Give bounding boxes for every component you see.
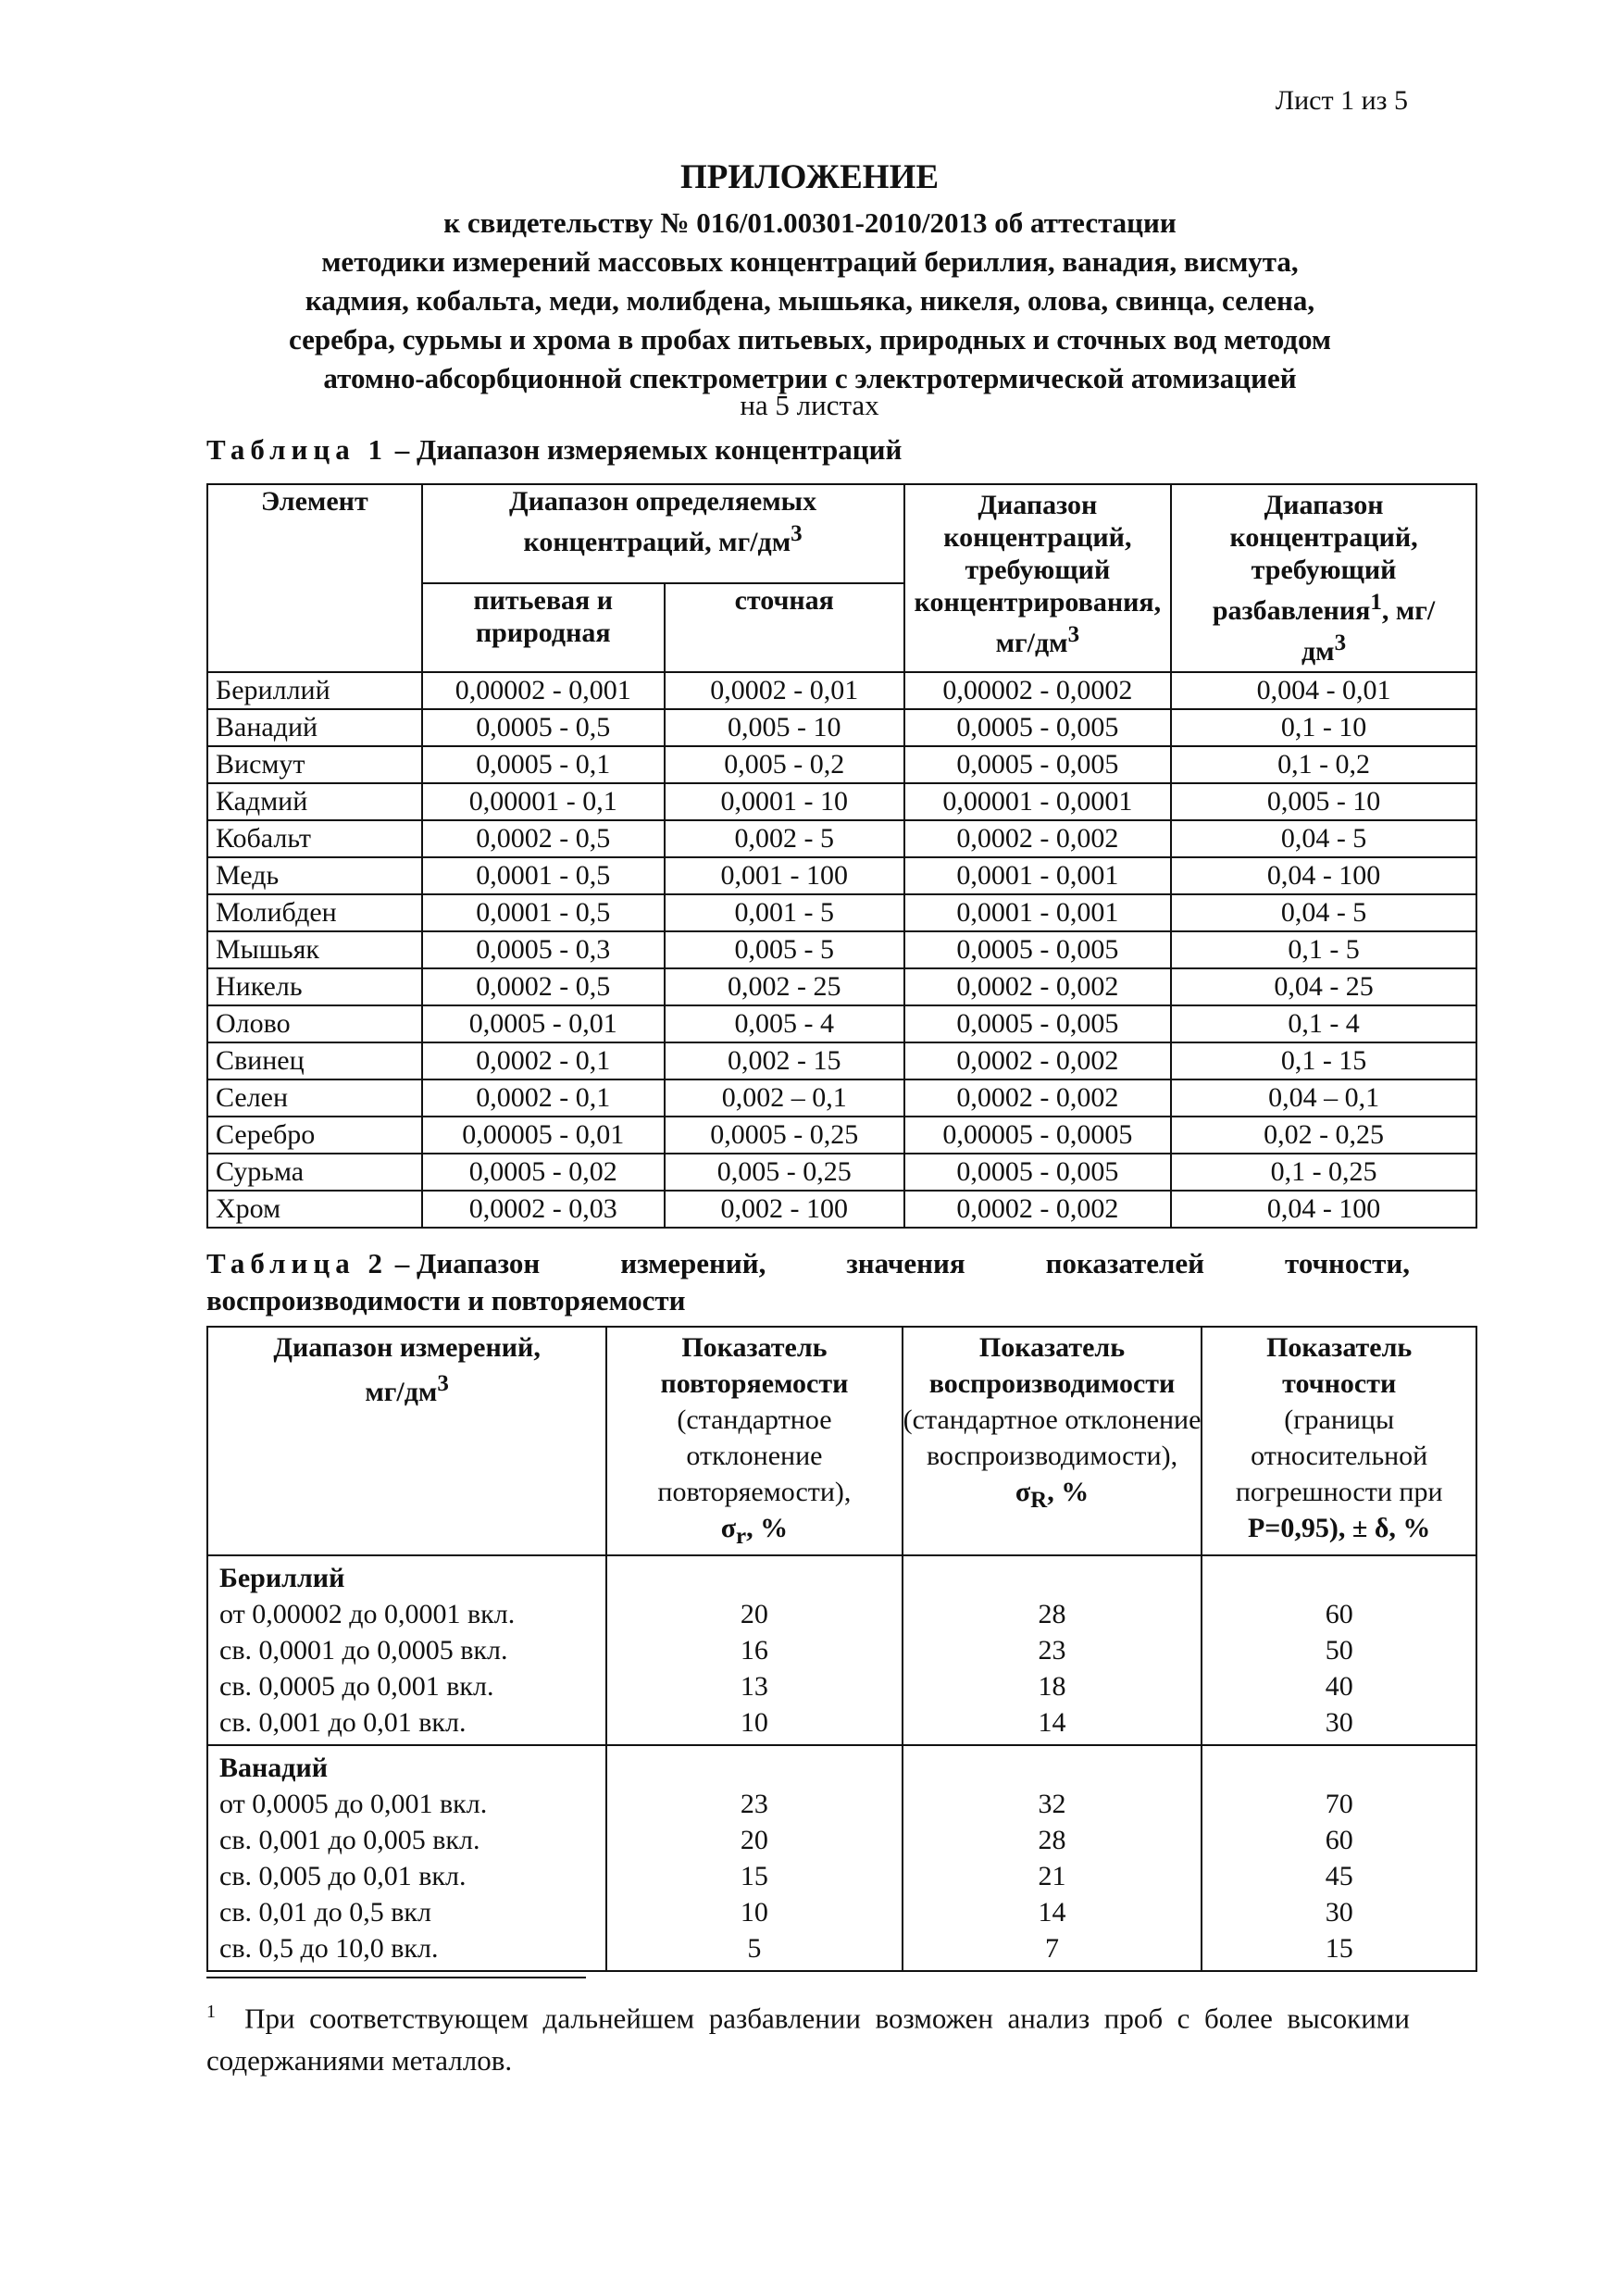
cell-acc: 45 bbox=[1202, 1858, 1476, 1894]
cell-rep: 10 bbox=[606, 1704, 902, 1745]
subtitle-line: методики измерений массовых концентраций бериллия, ванадия, висмута, bbox=[321, 245, 1299, 278]
cell-element: Кобальт bbox=[207, 820, 422, 857]
table2-row bbox=[207, 1668, 1476, 1704]
cell-range: от 0,0005 до 0,001 вкл. bbox=[207, 1786, 606, 1822]
table1-row bbox=[207, 783, 1476, 820]
footnote-text: При соответствующем дальнейшем разбавлении возможен анализ проб с более высокими содержаниями металлов. bbox=[206, 2002, 1410, 2078]
cell-drinking: 0,0002 - 0,03 bbox=[422, 1191, 665, 1228]
cell-conc: 0,0001 - 0,001 bbox=[904, 857, 1172, 894]
cell-waste: 0,005 - 10 bbox=[665, 709, 904, 746]
table1-row bbox=[207, 672, 1476, 709]
cell-repr: 7 bbox=[903, 1930, 1202, 1971]
table2-row bbox=[207, 1596, 1476, 1632]
cell-waste: 0,005 - 0,2 bbox=[665, 746, 904, 783]
footnote-mark: 1 bbox=[206, 2002, 216, 2022]
table1-row bbox=[207, 746, 1476, 783]
cell-conc: 0,0005 - 0,005 bbox=[904, 746, 1172, 783]
cell-drinking: 0,0005 - 0,5 bbox=[422, 709, 665, 746]
table1-caption-prefix: Таблица 1 bbox=[206, 433, 388, 466]
table1-row bbox=[207, 1005, 1476, 1042]
table2-accuracy-indicators bbox=[206, 1326, 1477, 1972]
table1-caption bbox=[206, 433, 902, 467]
cell-drinking: 0,00005 - 0,01 bbox=[422, 1117, 665, 1154]
header-drinking: питьевая и природная bbox=[422, 583, 665, 672]
cell-rep: 10 bbox=[606, 1894, 902, 1930]
header-dilution: Диапазон концентраций, требующий разбавления$^1$, $мг/дм^3$ bbox=[1171, 484, 1476, 672]
group-name: Бериллий bbox=[207, 1555, 606, 1596]
cell-waste: 0,002 - 100 bbox=[665, 1191, 904, 1228]
footnote-separator bbox=[206, 1977, 586, 1978]
table2-row bbox=[207, 1786, 1476, 1822]
cell-drinking: 0,0001 - 0,5 bbox=[422, 894, 665, 931]
cell-element: Сурьма bbox=[207, 1154, 422, 1191]
cell-acc: 30 bbox=[1202, 1704, 1476, 1745]
table2-row bbox=[207, 1894, 1476, 1930]
header-element: Элемент bbox=[207, 484, 422, 672]
sheet-number: Лист 1 из 5 bbox=[1275, 85, 1408, 116]
cell-range: от 0,00002 до 0,0001 вкл. bbox=[207, 1596, 606, 1632]
table2-group-row bbox=[207, 1555, 1476, 1596]
cell-repr: 14 bbox=[903, 1894, 1202, 1930]
cell-element: Олово bbox=[207, 1005, 422, 1042]
cell-dil: 0,04 - 5 bbox=[1171, 894, 1476, 931]
header-measurement-range: Диапазон измерений, $мг/дм^3$ bbox=[207, 1327, 606, 1555]
cell-rep: 20 bbox=[606, 1596, 902, 1632]
table2-caption-prefix: Таблица 2 bbox=[206, 1247, 388, 1279]
cell-dil: 0,1 - 0,25 bbox=[1171, 1154, 1476, 1191]
table2-caption-line2: воспроизводимости и повторяемости bbox=[206, 1284, 686, 1316]
cell-drinking: 0,0001 - 0,5 bbox=[422, 857, 665, 894]
document-subtitle bbox=[167, 204, 1453, 398]
empty-cell bbox=[903, 1745, 1202, 1786]
cell-repr: 18 bbox=[903, 1668, 1202, 1704]
cell-conc: 0,00005 - 0,0005 bbox=[904, 1117, 1172, 1154]
cell-repr: 28 bbox=[903, 1822, 1202, 1858]
cell-conc: 0,00002 - 0,0002 bbox=[904, 672, 1172, 709]
cell-waste: 0,001 - 100 bbox=[665, 857, 904, 894]
cell-rep: 23 bbox=[606, 1786, 902, 1822]
cell-dil: 0,1 - 10 bbox=[1171, 709, 1476, 746]
cell-acc: 40 bbox=[1202, 1668, 1476, 1704]
group-name: Ванадий bbox=[207, 1745, 606, 1786]
cell-element: Висмут bbox=[207, 746, 422, 783]
cell-waste: 0,0002 - 0,01 bbox=[665, 672, 904, 709]
cell-acc: 60 bbox=[1202, 1822, 1476, 1858]
table1-row bbox=[207, 1042, 1476, 1079]
table1-row bbox=[207, 1117, 1476, 1154]
cell-drinking: 0,0005 - 0,3 bbox=[422, 931, 665, 968]
cell-range: св. 0,01 до 0,5 вкл bbox=[207, 1894, 606, 1930]
cell-element: Бериллий bbox=[207, 672, 422, 709]
cell-element: Селен bbox=[207, 1079, 422, 1117]
subtitle-line: серебра, сурьмы и хрома в пробах питьевых, природных и сточных вод методом bbox=[288, 323, 1332, 356]
cell-element: Свинец bbox=[207, 1042, 422, 1079]
cell-conc: 0,0005 - 0,005 bbox=[904, 1154, 1172, 1191]
table1-row bbox=[207, 894, 1476, 931]
cell-waste: 0,005 - 4 bbox=[665, 1005, 904, 1042]
table1-row bbox=[207, 820, 1476, 857]
table2-row bbox=[207, 1704, 1476, 1745]
cell-dil: 0,04 - 100 bbox=[1171, 1191, 1476, 1228]
table2-group-row bbox=[207, 1745, 1476, 1786]
table2-row bbox=[207, 1858, 1476, 1894]
cell-dil: 0,1 - 5 bbox=[1171, 931, 1476, 968]
cell-drinking: 0,0002 - 0,1 bbox=[422, 1079, 665, 1117]
cell-element: Кадмий bbox=[207, 783, 422, 820]
cell-rep: 16 bbox=[606, 1632, 902, 1668]
cell-range: св. 0,001 до 0,005 вкл. bbox=[207, 1822, 606, 1858]
table2-row bbox=[207, 1632, 1476, 1668]
cell-dil: 0,005 - 10 bbox=[1171, 783, 1476, 820]
cell-conc: 0,0002 - 0,002 bbox=[904, 1042, 1172, 1079]
cell-acc: 15 bbox=[1202, 1930, 1476, 1971]
header-concentration: Диапазон концентраций, требующий концентрирования, $мг/дм^3$ bbox=[904, 484, 1172, 672]
cell-dil: 0,02 - 0,25 bbox=[1171, 1117, 1476, 1154]
table1-row bbox=[207, 931, 1476, 968]
cell-dil: 0,1 - 0,2 bbox=[1171, 746, 1476, 783]
empty-cell bbox=[1202, 1555, 1476, 1596]
cell-range: св. 0,5 до 10,0 вкл. bbox=[207, 1930, 606, 1971]
cell-repr: 14 bbox=[903, 1704, 1202, 1745]
header-range: Диапазон определяемых концентраций, $мг/дм^3$ bbox=[422, 484, 904, 583]
cell-acc: 70 bbox=[1202, 1786, 1476, 1822]
empty-cell bbox=[606, 1555, 902, 1596]
cell-repr: 21 bbox=[903, 1858, 1202, 1894]
cell-element: Никель bbox=[207, 968, 422, 1005]
cell-repr: 32 bbox=[903, 1786, 1202, 1822]
cell-element: Молибден bbox=[207, 894, 422, 931]
cell-dil: 0,1 - 4 bbox=[1171, 1005, 1476, 1042]
subtitle-line: к свидетельству № 016/01.00301-2010/2013 об аттестации bbox=[443, 206, 1177, 239]
cell-drinking: 0,0002 - 0,1 bbox=[422, 1042, 665, 1079]
cell-conc: 0,00001 - 0,0001 bbox=[904, 783, 1172, 820]
cell-conc: 0,0002 - 0,002 bbox=[904, 968, 1172, 1005]
cell-acc: 60 bbox=[1202, 1596, 1476, 1632]
cell-conc: 0,0005 - 0,005 bbox=[904, 709, 1172, 746]
cell-dil: 0,04 - 5 bbox=[1171, 820, 1476, 857]
cell-dil: 0,1 - 15 bbox=[1171, 1042, 1476, 1079]
cell-element: Серебро bbox=[207, 1117, 422, 1154]
cell-element: Мышьяк bbox=[207, 931, 422, 968]
header-reproducibility: Показатель воспроизводимости (стандартное отклонение воспроизводимости), $\sigma_R$, % bbox=[903, 1327, 1202, 1555]
table1-row bbox=[207, 1079, 1476, 1117]
header-accuracy: Показатель точности (границы относительной погрешности при P=0,95), ± δ, % bbox=[1202, 1327, 1476, 1555]
cell-conc: 0,0005 - 0,005 bbox=[904, 931, 1172, 968]
cell-repr: 28 bbox=[903, 1596, 1202, 1632]
cell-drinking: 0,0005 - 0,02 bbox=[422, 1154, 665, 1191]
table2-caption: Таблица 2 – Диапазон измерений, значения показателей точности, воспроизводимости и повторяемости bbox=[206, 1245, 1410, 1319]
cell-drinking: 0,0002 - 0,5 bbox=[422, 968, 665, 1005]
cell-dil: 0,04 - 100 bbox=[1171, 857, 1476, 894]
table1-caption-text: – Диапазон измеряемых концентраций bbox=[388, 433, 903, 466]
cell-acc: 30 bbox=[1202, 1894, 1476, 1930]
cell-repr: 23 bbox=[903, 1632, 1202, 1668]
empty-cell bbox=[1202, 1745, 1476, 1786]
cell-dil: 0,004 - 0,01 bbox=[1171, 672, 1476, 709]
cell-element: Медь bbox=[207, 857, 422, 894]
document-title: ПРИЛОЖЕНИЕ bbox=[679, 158, 940, 196]
cell-rep: 15 bbox=[606, 1858, 902, 1894]
cell-waste: 0,002 - 25 bbox=[665, 968, 904, 1005]
cell-range: св. 0,0001 до 0,0005 вкл. bbox=[207, 1632, 606, 1668]
cell-waste: 0,0005 - 0,25 bbox=[665, 1117, 904, 1154]
cell-waste: 0,0001 - 10 bbox=[665, 783, 904, 820]
header-waste: сточная bbox=[665, 583, 904, 672]
cell-waste: 0,002 - 15 bbox=[665, 1042, 904, 1079]
table1-row bbox=[207, 857, 1476, 894]
cell-conc: 0,0001 - 0,001 bbox=[904, 894, 1172, 931]
cell-rep: 5 bbox=[606, 1930, 902, 1971]
cell-waste: 0,002 - 5 bbox=[665, 820, 904, 857]
header-repeatability: Показатель повторяемости (стандартное отклонение повторяемости), $\sigma_r$, % bbox=[606, 1327, 902, 1555]
cell-range: св. 0,005 до 0,01 вкл. bbox=[207, 1858, 606, 1894]
cell-element: Ванадий bbox=[207, 709, 422, 746]
cell-rep: 20 bbox=[606, 1822, 902, 1858]
cell-drinking: 0,00002 - 0,001 bbox=[422, 672, 665, 709]
cell-waste: 0,002 – 0,1 bbox=[665, 1079, 904, 1117]
cell-element: Хром bbox=[207, 1191, 422, 1228]
cell-waste: 0,005 - 0,25 bbox=[665, 1154, 904, 1191]
subtitle-line: атомно-абсорбционной спектрометрии с электротермической атомизацией bbox=[323, 362, 1297, 394]
empty-cell bbox=[903, 1555, 1202, 1596]
cell-rep: 13 bbox=[606, 1668, 902, 1704]
cell-range: св. 0,0005 до 0,001 вкл. bbox=[207, 1668, 606, 1704]
cell-drinking: 0,0002 - 0,5 bbox=[422, 820, 665, 857]
cell-acc: 50 bbox=[1202, 1632, 1476, 1668]
table1-row bbox=[207, 1154, 1476, 1191]
cell-drinking: 0,00001 - 0,1 bbox=[422, 783, 665, 820]
cell-drinking: 0,0005 - 0,01 bbox=[422, 1005, 665, 1042]
table2-row bbox=[207, 1822, 1476, 1858]
cell-waste: 0,005 - 5 bbox=[665, 931, 904, 968]
sheets-count: на 5 листах bbox=[740, 389, 879, 421]
cell-conc: 0,0005 - 0,005 bbox=[904, 1005, 1172, 1042]
empty-cell bbox=[606, 1745, 902, 1786]
table1-row bbox=[207, 1191, 1476, 1228]
cell-conc: 0,0002 - 0,002 bbox=[904, 820, 1172, 857]
cell-drinking: 0,0005 - 0,1 bbox=[422, 746, 665, 783]
cell-conc: 0,0002 - 0,002 bbox=[904, 1079, 1172, 1117]
cell-range: св. 0,001 до 0,01 вкл. bbox=[207, 1704, 606, 1745]
cell-dil: 0,04 – 0,1 bbox=[1171, 1079, 1476, 1117]
table1-row bbox=[207, 968, 1476, 1005]
footnote bbox=[206, 1990, 1410, 2082]
table1-concentration-ranges bbox=[206, 483, 1477, 1229]
cell-waste: 0,001 - 5 bbox=[665, 894, 904, 931]
table2-row bbox=[207, 1930, 1476, 1971]
table1-row bbox=[207, 709, 1476, 746]
cell-dil: 0,04 - 25 bbox=[1171, 968, 1476, 1005]
cell-conc: 0,0002 - 0,002 bbox=[904, 1191, 1172, 1228]
subtitle-line: кадмия, кобальта, меди, молибдена, мышьяка, никеля, олова, свинца, селена, bbox=[305, 284, 1315, 317]
